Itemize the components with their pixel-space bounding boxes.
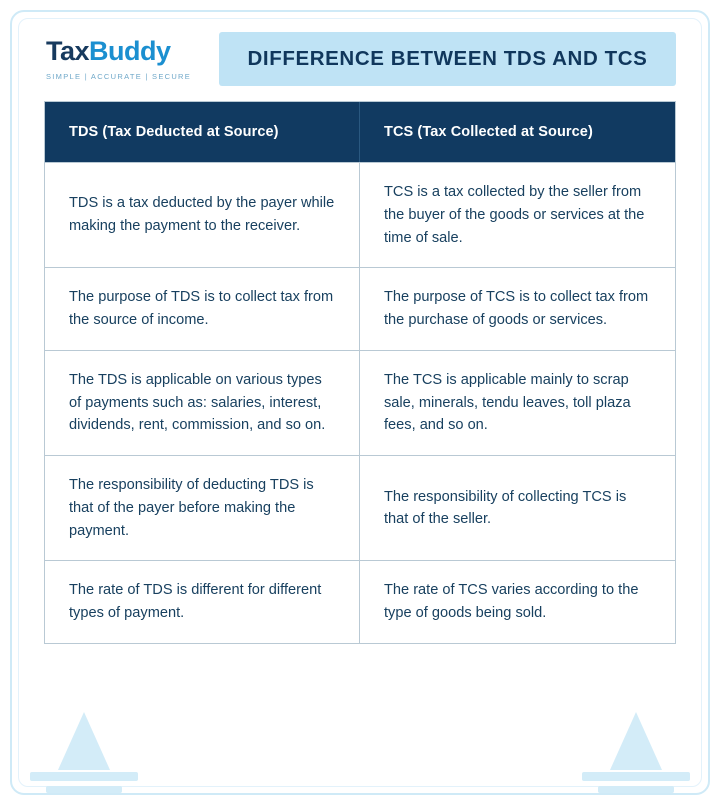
decorative-triangle-left <box>58 712 110 770</box>
decorative-bar-left-2 <box>46 786 122 793</box>
cell-tcs: The TCS is applicable mainly to scrap sale, minerals, tendu leaves, toll plaza fees, and so on. <box>359 351 675 455</box>
cell-tcs: TCS is a tax collected by the seller from the buyer of the goods or services at the time of sale. <box>359 163 675 267</box>
column-header-tcs: TCS (Tax Collected at Source) <box>359 102 675 162</box>
comparison-table <box>44 101 676 644</box>
table-row <box>45 162 675 267</box>
cell-tcs: The purpose of TCS is to collect tax from the purchase of goods or services. <box>359 268 675 350</box>
cell-tcs: The rate of TCS varies according to the type of goods being sold. <box>359 561 675 643</box>
taxbuddy-logo <box>44 35 219 81</box>
decorative-bar-right <box>582 772 690 781</box>
cell-tds: The TDS is applicable on various types of payments such as: salaries, interest, dividends, rent, commission, and so on. <box>69 371 326 434</box>
decorative-triangle-right <box>610 712 662 770</box>
table-row <box>45 267 675 350</box>
decorative-bar-right-2 <box>598 786 674 793</box>
logo-word-tax: Tax <box>46 35 90 66</box>
header <box>44 30 676 88</box>
cell-tds: The purpose of TDS is to collect tax from the source of income. <box>69 289 334 329</box>
table-row <box>45 560 675 643</box>
table-row <box>45 350 675 455</box>
page-title: DIFFERENCE BETWEEN TDS AND TCS <box>247 47 648 70</box>
column-header-tds: TDS (Tax Deducted at Source) <box>69 124 279 140</box>
cell-tcs: The responsibility of collecting TCS is that of the seller. <box>359 456 675 560</box>
logo-word-buddy: Buddy <box>89 35 171 66</box>
decorative-bar-left <box>30 772 138 781</box>
title-banner <box>219 32 676 86</box>
table-header-row <box>45 102 675 162</box>
table-row <box>45 455 675 560</box>
logo-tagline: SIMPLE | ACCURATE | SECURE <box>46 71 192 81</box>
cell-tds: The rate of TDS is different for different types of payment. <box>69 582 322 622</box>
cell-tds: The responsibility of deducting TDS is that of the payer before making the payment. <box>69 477 314 539</box>
logo-wordmark <box>46 35 219 66</box>
cell-tds: TDS is a tax deducted by the payer while making the payment to the receiver. <box>69 195 335 235</box>
